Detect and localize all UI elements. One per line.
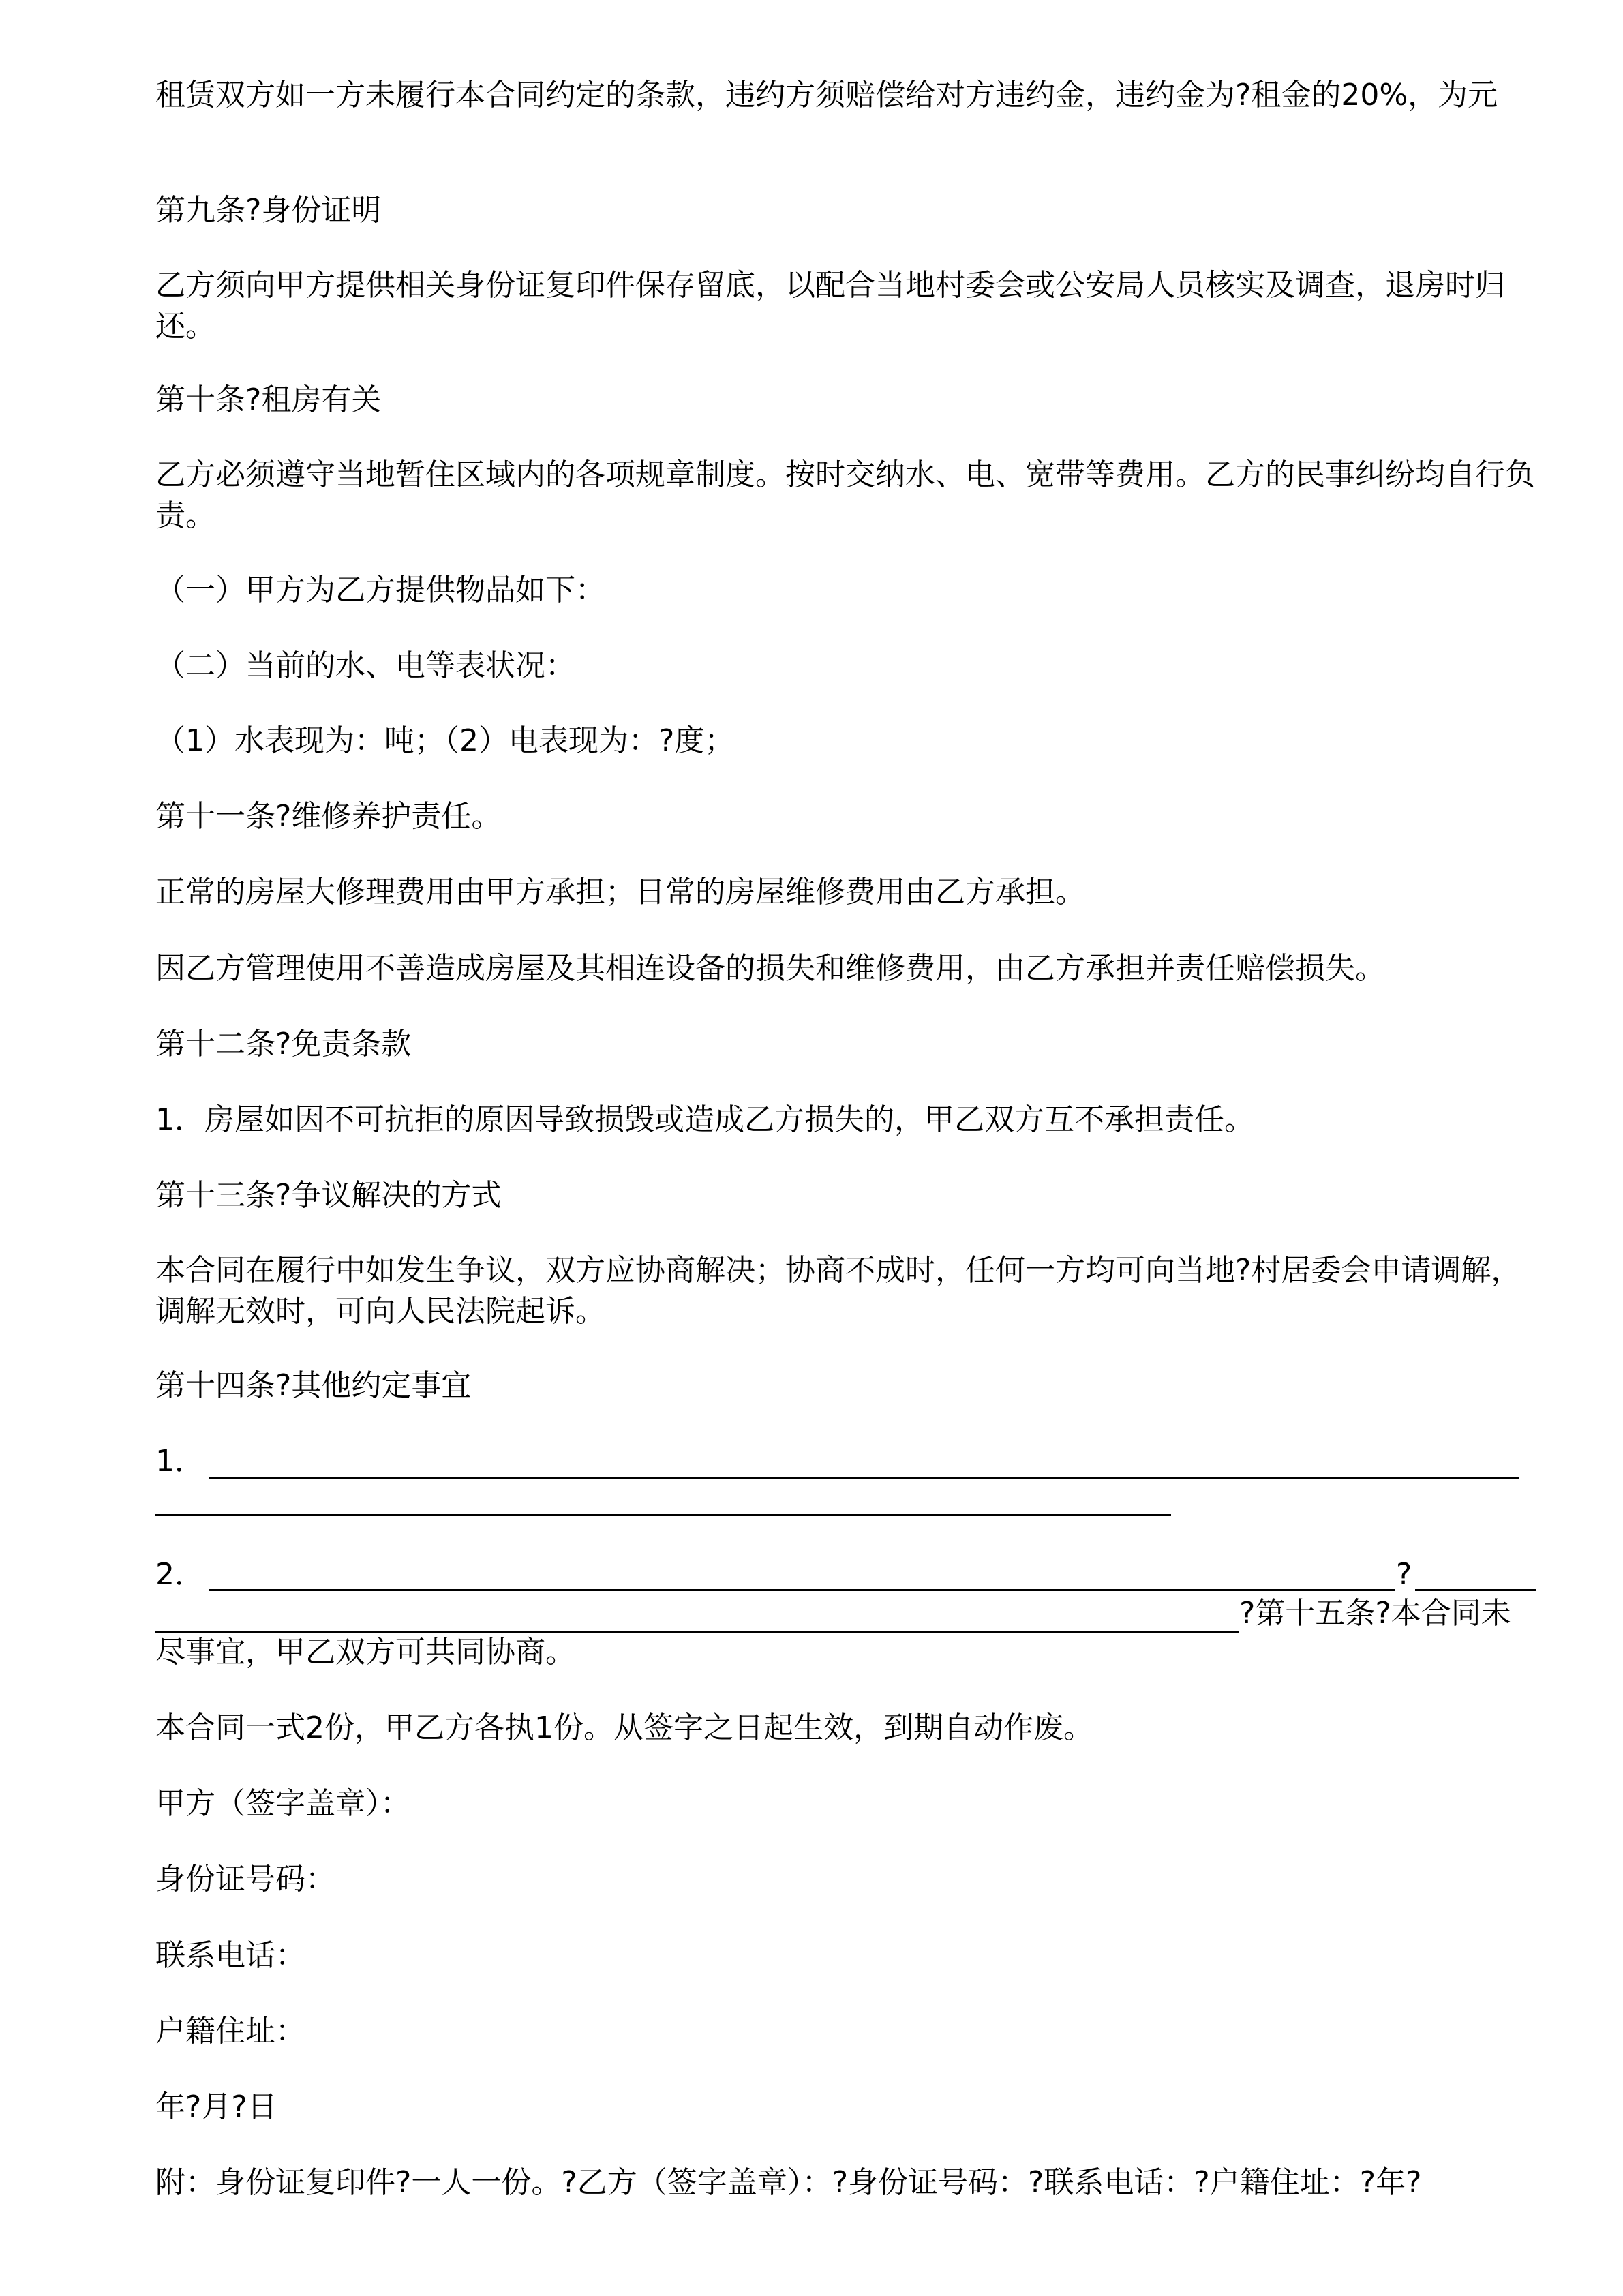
party-a-signature-label: 甲方（签字盖章）：	[155, 1786, 410, 1821]
article-15-inline: ?第十五条?本合同未	[1239, 1596, 1511, 1631]
article-9-body: 乙方须向甲方提供相关身份证复印件保存留底，以配合当地村委会或公安局人员核实及调查，退房时归还。	[155, 268, 1505, 344]
article-11-title: 第十一条?维修养护责任。	[155, 799, 502, 834]
article-14-item-2-number: 2．	[155, 1557, 204, 1592]
article-13-title: 第十三条?争议解决的方式	[155, 1178, 502, 1213]
address-label: 户籍住址：	[155, 2014, 305, 2049]
penalty-paragraph: 租赁双方如一方未履行本合同约定的条款，违约方须赔偿给对方违约金，违约金为?租金的20%，为元	[155, 78, 1498, 112]
blank-line	[1415, 1589, 1536, 1591]
blank-line	[209, 1477, 1519, 1479]
blank-line	[209, 1589, 1395, 1591]
date-label: 年?月?日	[155, 2089, 277, 2124]
article-10-title: 第十条?租房有关	[155, 382, 382, 417]
article-15-body: 尽事宜，甲乙双方可共同协商。	[155, 1635, 575, 1670]
article-10-item-1: （一）甲方为乙方提供物品如下：	[155, 573, 605, 607]
article-11-body-1: 正常的房屋大修理费用由甲方承担；日常的房屋维修费用由乙方承担。	[155, 875, 1085, 909]
article-12-title: 第十二条?免责条款	[155, 1027, 412, 1061]
article-12-body: 1．房屋如因不可抗拒的原因导致损毁或造成乙方损失的，甲乙双方互不承担责任。	[155, 1102, 1254, 1137]
article-14-item-2-mark: ?	[1396, 1557, 1412, 1592]
article-13-body: 本合同在履行中如发生争议，双方应协商解决；协商不成时，任何一方均可向当地?村居委会申请调解，调解无效时，可向人民法院起诉。	[155, 1253, 1521, 1329]
article-14-title: 第十四条?其他约定事宜	[155, 1368, 472, 1403]
appendix-line: 附：身份证复印件?一人一份。?乙方（签字盖章）：?身份证号码：?联系电话：?户籍住址：?年?	[155, 2165, 1422, 2200]
article-14-item-1-number: 1．	[155, 1444, 204, 1479]
blank-line	[155, 1514, 1171, 1516]
phone-label: 联系电话：	[155, 1938, 305, 1973]
article-9-title: 第九条?身份证明	[155, 193, 382, 228]
meter-readings: （1）水表现为：吨；（2）电表现为：?度；	[155, 723, 735, 758]
id-number-label: 身份证号码：	[155, 1862, 335, 1897]
copies-statement: 本合同一式2份，甲乙方各执1份。从签字之日起生效，到期自动作废。	[155, 1710, 1093, 1745]
article-10-body: 乙方必须遵守当地暂住区域内的各项规章制度。按时交纳水、电、宽带等费用。乙方的民事纠纷均自行负责。	[155, 457, 1535, 533]
article-10-item-2: （二）当前的水、电等表状况：	[155, 648, 575, 683]
article-11-body-2: 因乙方管理使用不善造成房屋及其相连设备的损失和维修费用，由乙方承担并责任赔偿损失。	[155, 951, 1385, 986]
